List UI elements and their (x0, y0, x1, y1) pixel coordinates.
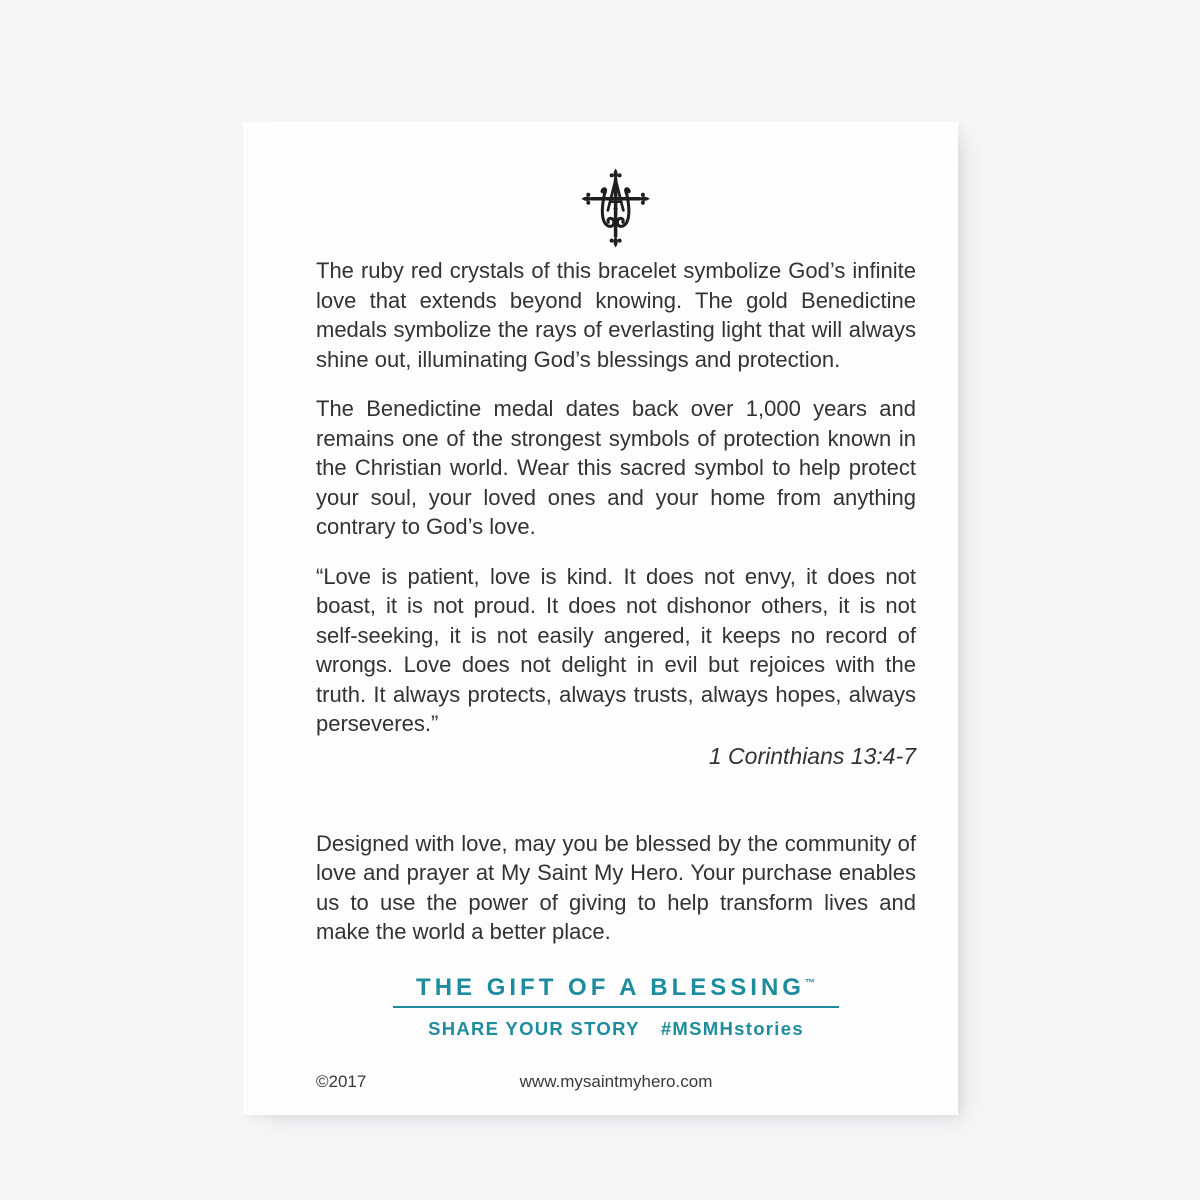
scripture-citation: 1 Corinthians 13:4-7 (708, 742, 916, 769)
closing-paragraph: Designed with love, may you be blessed by the community of love and prayer at My Saint My Hero. Your purchase enables us to use the power of giving to help transform lives and make the world a better place. (316, 830, 916, 944)
copyright-text: ©2017 (316, 1071, 367, 1091)
brand-block (316, 969, 916, 1040)
brand-underline-divider (393, 1006, 839, 1008)
tagline-hashtag: #MSMHstories (660, 1017, 804, 1039)
paragraph-ruby-crystals: The ruby red crystals of this bracelet symbolize God’s infinite love that extends beyond knowing. The gold Benedictine medals symbolize the rays of everlasting light that will always shine out, illuminating God’s blessings and protection. (316, 258, 916, 372)
tagline-share-your-story: SHARE YOUR STORY (428, 1017, 640, 1039)
marian-monogram-icon (316, 168, 916, 250)
website-url: www.mysaintmyhero.com (519, 1071, 713, 1091)
card-content (243, 122, 958, 1115)
trademark-symbol: ™ (804, 977, 816, 989)
blessing-card (243, 122, 958, 1115)
paragraph-benedictine-medal: The Benedictine medal dates back over 1,000 years and remains one of the strongest symbols of protection known in the Christian world. Wear this sacred symbol to help protect your soul, your loved ones and your home from anything contrary to God’s love. (316, 396, 916, 539)
brand-title-text: THE GIFT OF A BLESSING (416, 973, 805, 1001)
brand-title (416, 969, 816, 1002)
brand-tagline (316, 1017, 916, 1040)
card-footer (316, 1071, 916, 1092)
scripture-quote: “Love is patient, love is kind. It does not envy, it does not boast, it is not proud. It does not dishonor others, it is not self-seeking, it is not easily angered, it keeps no record of wrongs. Love does not delight in evil but rejoices with the truth. It always protects, always trusts, always hopes, always perseveres.” (316, 563, 916, 736)
